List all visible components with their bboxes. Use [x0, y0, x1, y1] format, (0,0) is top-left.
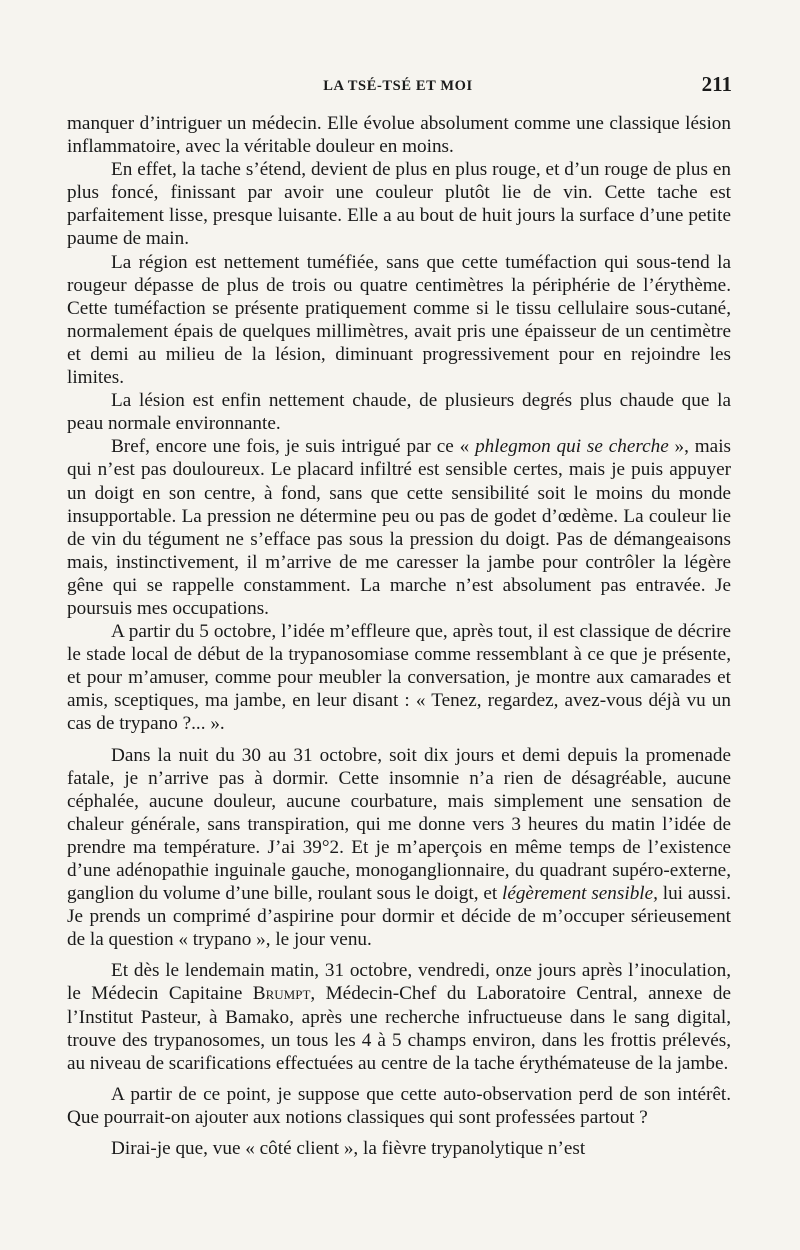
paragraph-text: Médecin-Chef du Laboratoire Central, annexe de l’Institut Pasteur, à Bamako, après une recherche infructueuse dans le sang digital, trouve des trypanosomes, un tous les 4 à 5 champs environ, dans les frottis prélevés, au niveau de scarifications effectuées au centre de la tache érythémateuse de la jambe.	[67, 983, 731, 1074]
paragraph-text: Et dès le lendemain matin, 31 octobre, vendredi, onze jours après l’inoculation, le Médecin Capitaine	[67, 960, 731, 1005]
page-number: 211	[701, 72, 732, 96]
paragraph-7	[67, 744, 731, 952]
paragraph-10	[67, 1137, 731, 1160]
paragraph-text: », mais qui n’est pas douloureux. Le placard infiltré est sensible certes, mais je puis appuyer un doigt en son centre, à fond, sans que cette sensibilité soit le moins du monde insupportable. La pression ne détermine peu ou pas de godet d’œdème. La couleur lie de vin du tégument ne s’efface pas sous la pression du doigt. Pas de démangeaisons mais, instinctivement, il m’arrive de me caresser la jambe pour contrôler la légère gêne qui se rappelle constamment. La marche n’est absolument pas entravée. Je poursuis mes occupations.	[67, 436, 731, 619]
italic-phrase: légèrement sensible,	[501, 883, 658, 905]
paragraph-8	[67, 959, 731, 1074]
paragraph-text: En effet, la tache s’étend, devient de plus en plus rouge, et d’un rouge de plus en plus foncé, finissant par avoir une couleur plutôt lie de vin. Cette tache est parfaitement lisse, presque luisante. Elle a au bout de huit jours la surface d’une petite paume de main.	[67, 159, 731, 250]
paragraph-2	[67, 158, 731, 250]
paragraph-text: Dirai-je que, vue « côté client », la fièvre trypanolytique n’est	[111, 1138, 586, 1160]
paragraph-text: La lésion est enfin nettement chaude, de plusieurs degrés plus chaude que la peau normale environnante.	[67, 390, 731, 435]
paragraph-text: Dans la nuit du 30 au 31 octobre, soit dix jours et demi depuis la promenade fatale, je n’arrive pas à dormir. Cette insomnie n’a rien de désagréable, aucune céphalée, aucune douleur, aucune courbature, mais simplement une sensation de chaleur générale, sans transpiration, qui me donne vers 3 heures du matin l’idée de prendre ma température. J’ai 39°2. Et je m’aperçois en même temps de l’existence d’une adénopathie inguinale gauche, monoganglionnaire, du quadrant supéro-externe, ganglion du volume d’une bille, roulant sous le doigt, et	[67, 744, 731, 905]
paragraph-1	[67, 112, 731, 158]
paragraph-5	[67, 435, 731, 620]
page-header	[64, 72, 732, 102]
paragraph-text: La région est nettement tuméfiée, sans que cette tuméfaction qui sous-tend la rougeur dépasse de plus de trois ou quatre centimètres la périphérie de l’érythème. Cette tuméfaction se présente pratiquement comme si le tissu cellulaire sous-cutané, normalement épais de quelques millimètres, avait pris une épaisseur de un centimètre et demi au milieu de la lésion, diminuant progressivement pour en rejoindre les limites.	[67, 251, 731, 389]
paragraph-text: Bref, encore une fois, je suis intrigué par ce «	[111, 436, 476, 458]
italic-phrase: phlegmon qui se cherche	[475, 436, 669, 458]
paragraph-text: A partir de ce point, je suppose que cette auto-observation perd de son intérêt. Que pourrait-on ajouter aux notions classiques qui sont professées partout ?	[67, 1083, 731, 1128]
paragraph-text: manquer d’intriguer un médecin. Elle évolue absolument comme une classique lésion inflammatoire, avec la véritable douleur en moins.	[67, 113, 731, 158]
running-title: LA TSÉ-TSÉ ET MOI	[323, 78, 473, 94]
paragraph-9	[67, 1083, 731, 1129]
author-name: Brumpt,	[252, 983, 316, 1005]
paragraph-4	[67, 389, 731, 435]
paragraph-6	[67, 620, 731, 735]
paragraph-3	[67, 251, 731, 390]
paragraph-text: lui aussi. Je prends un comprimé d’aspirine pour dormir et décide de m’occuper sérieusement de la question « trypano », le jour venu.	[67, 883, 731, 951]
body-text	[67, 112, 731, 1160]
paragraph-text: A partir du 5 octobre, l’idée m’effleure que, après tout, il est classique de décrire le stade local de début de la trypanosomiase comme ressemblant à ce que je présente, et pour m’amuser, comme pour meubler la conversation, je montre aux camarades et amis, sceptiques, ma jambe, en leur disant : « Tenez, regardez, avez-vous déjà vu un cas de trypano ?... ».	[67, 621, 731, 735]
